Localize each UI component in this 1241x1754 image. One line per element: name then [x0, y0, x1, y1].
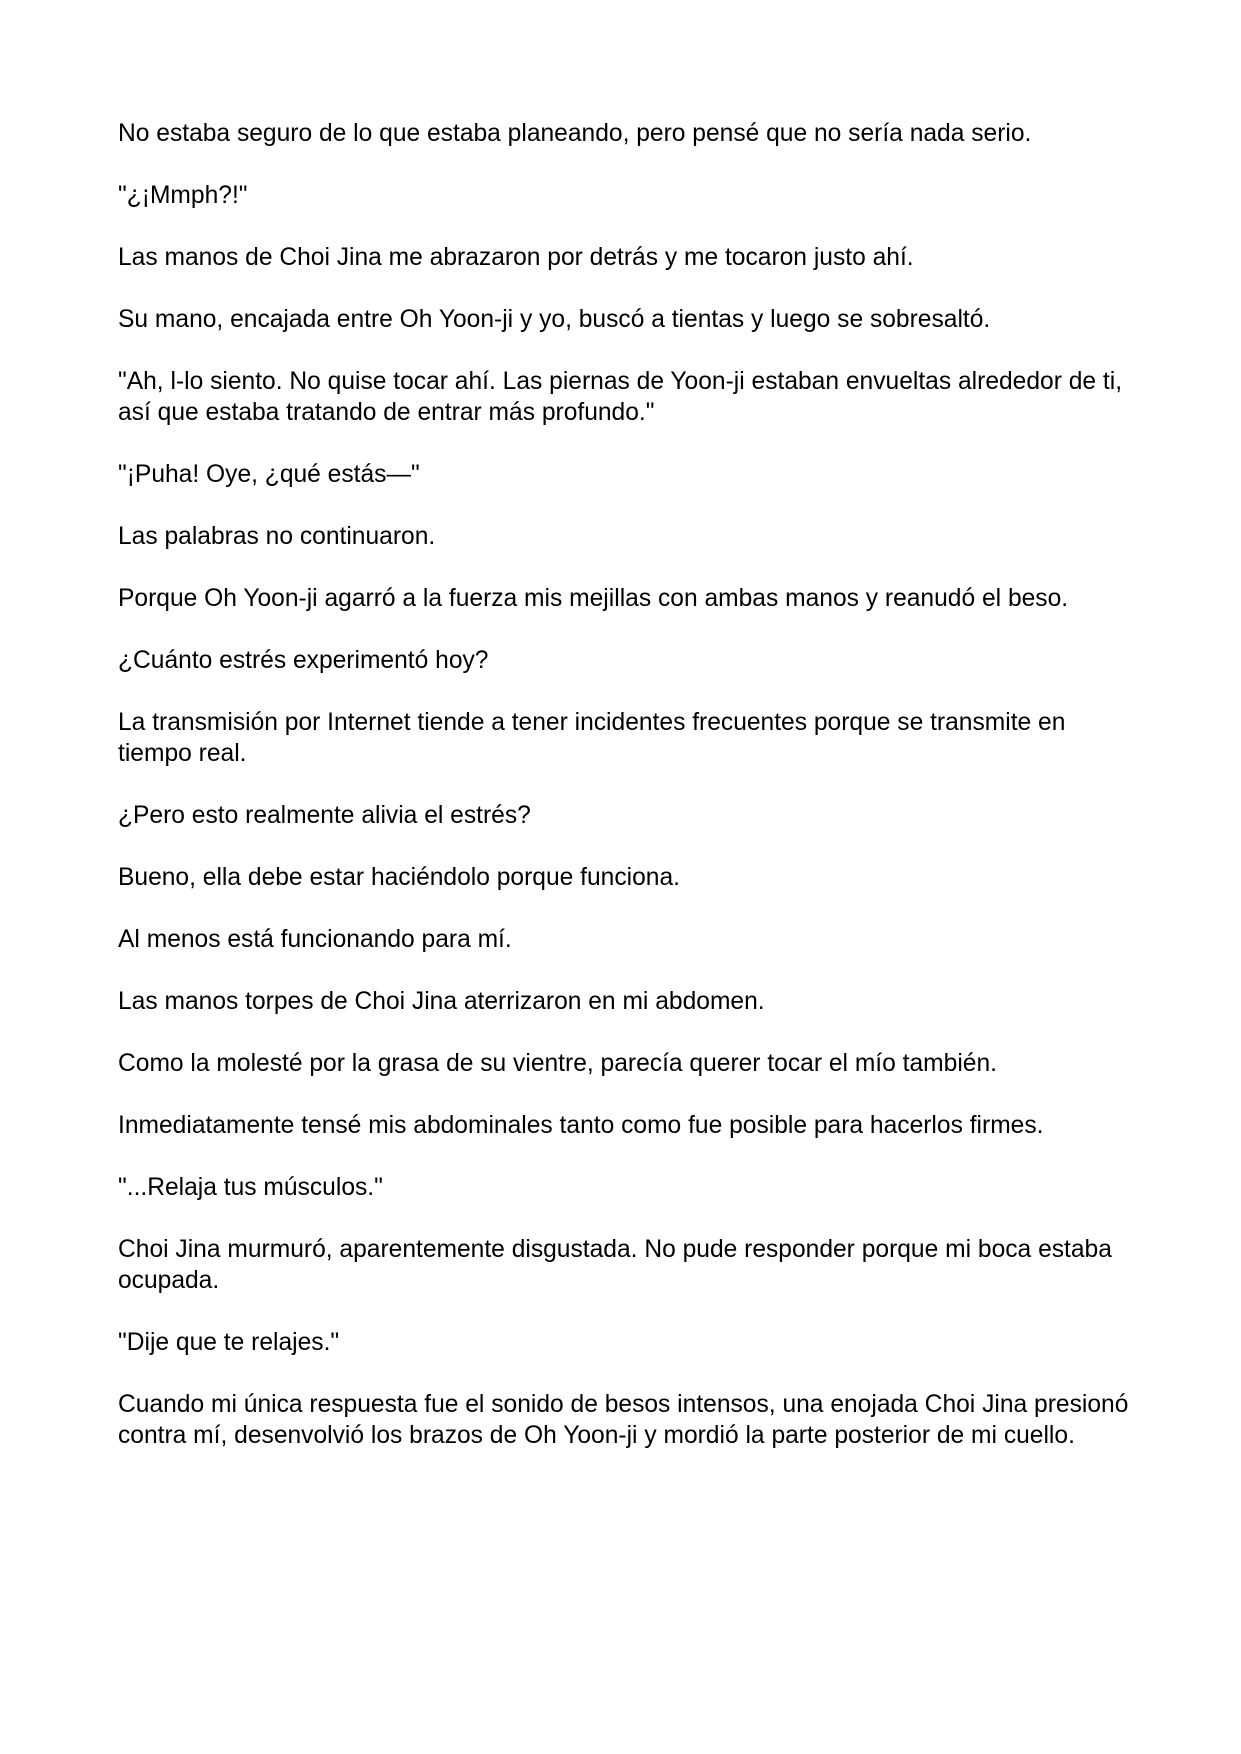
- paragraph: Al menos está funcionando para mí.: [118, 926, 512, 953]
- paragraph: "¿¡Mmph?!": [118, 182, 248, 209]
- paragraph: "Dije que te relajes.": [118, 1329, 340, 1356]
- paragraph: "...Relaja tus músculos.": [118, 1174, 383, 1201]
- paragraph: Cuando mi única respuesta fue el sonido de besos intensos, una enojada Choi Jina presionó contra mí, desenvolvió los brazos de Oh Yoon-ji y mordió la parte posterior de mi cuello.: [118, 1391, 1129, 1449]
- paragraph: Choi Jina murmuró, aparentemente disgustada. No pude responder porque mi boca estaba ocupada.: [118, 1236, 1112, 1294]
- paragraph: Las palabras no continuaron.: [118, 523, 436, 550]
- paragraph: "¡Puha! Oye, ¿qué estás—": [118, 461, 420, 488]
- paragraph: No estaba seguro de lo que estaba planeando, pero pensé que no sería nada serio.: [118, 120, 1032, 147]
- paragraph: Su mano, encajada entre Oh Yoon-ji y yo, buscó a tientas y luego se sobresaltó.: [118, 306, 991, 333]
- paragraph: Como la molesté por la grasa de su vientre, parecía querer tocar el mío también.: [118, 1050, 997, 1077]
- paragraph: Porque Oh Yoon-ji agarró a la fuerza mis mejillas con ambas manos y reanudó el beso.: [118, 585, 1069, 612]
- paragraph: Inmediatamente tensé mis abdominales tanto como fue posible para hacerlos firmes.: [118, 1112, 1044, 1139]
- paragraph: "Ah, l-lo siento. No quise tocar ahí. Las piernas de Yoon-ji estaban envueltas alrededor de ti, así que estaba tratando de entrar más profundo.": [118, 368, 1123, 426]
- paragraph: La transmisión por Internet tiende a tener incidentes frecuentes porque se transmite en tiempo real.: [118, 709, 1066, 767]
- paragraph: Las manos torpes de Choi Jina aterrizaron en mi abdomen.: [118, 988, 765, 1015]
- paragraph: ¿Cuánto estrés experimentó hoy?: [118, 647, 489, 674]
- paragraph: Las manos de Choi Jina me abrazaron por detrás y me tocaron justo ahí.: [118, 244, 914, 271]
- paragraph: ¿Pero esto realmente alivia el estrés?: [118, 802, 531, 829]
- paragraph: Bueno, ella debe estar haciéndolo porque funciona.: [118, 864, 680, 891]
- document-body: [118, 118, 1138, 1482]
